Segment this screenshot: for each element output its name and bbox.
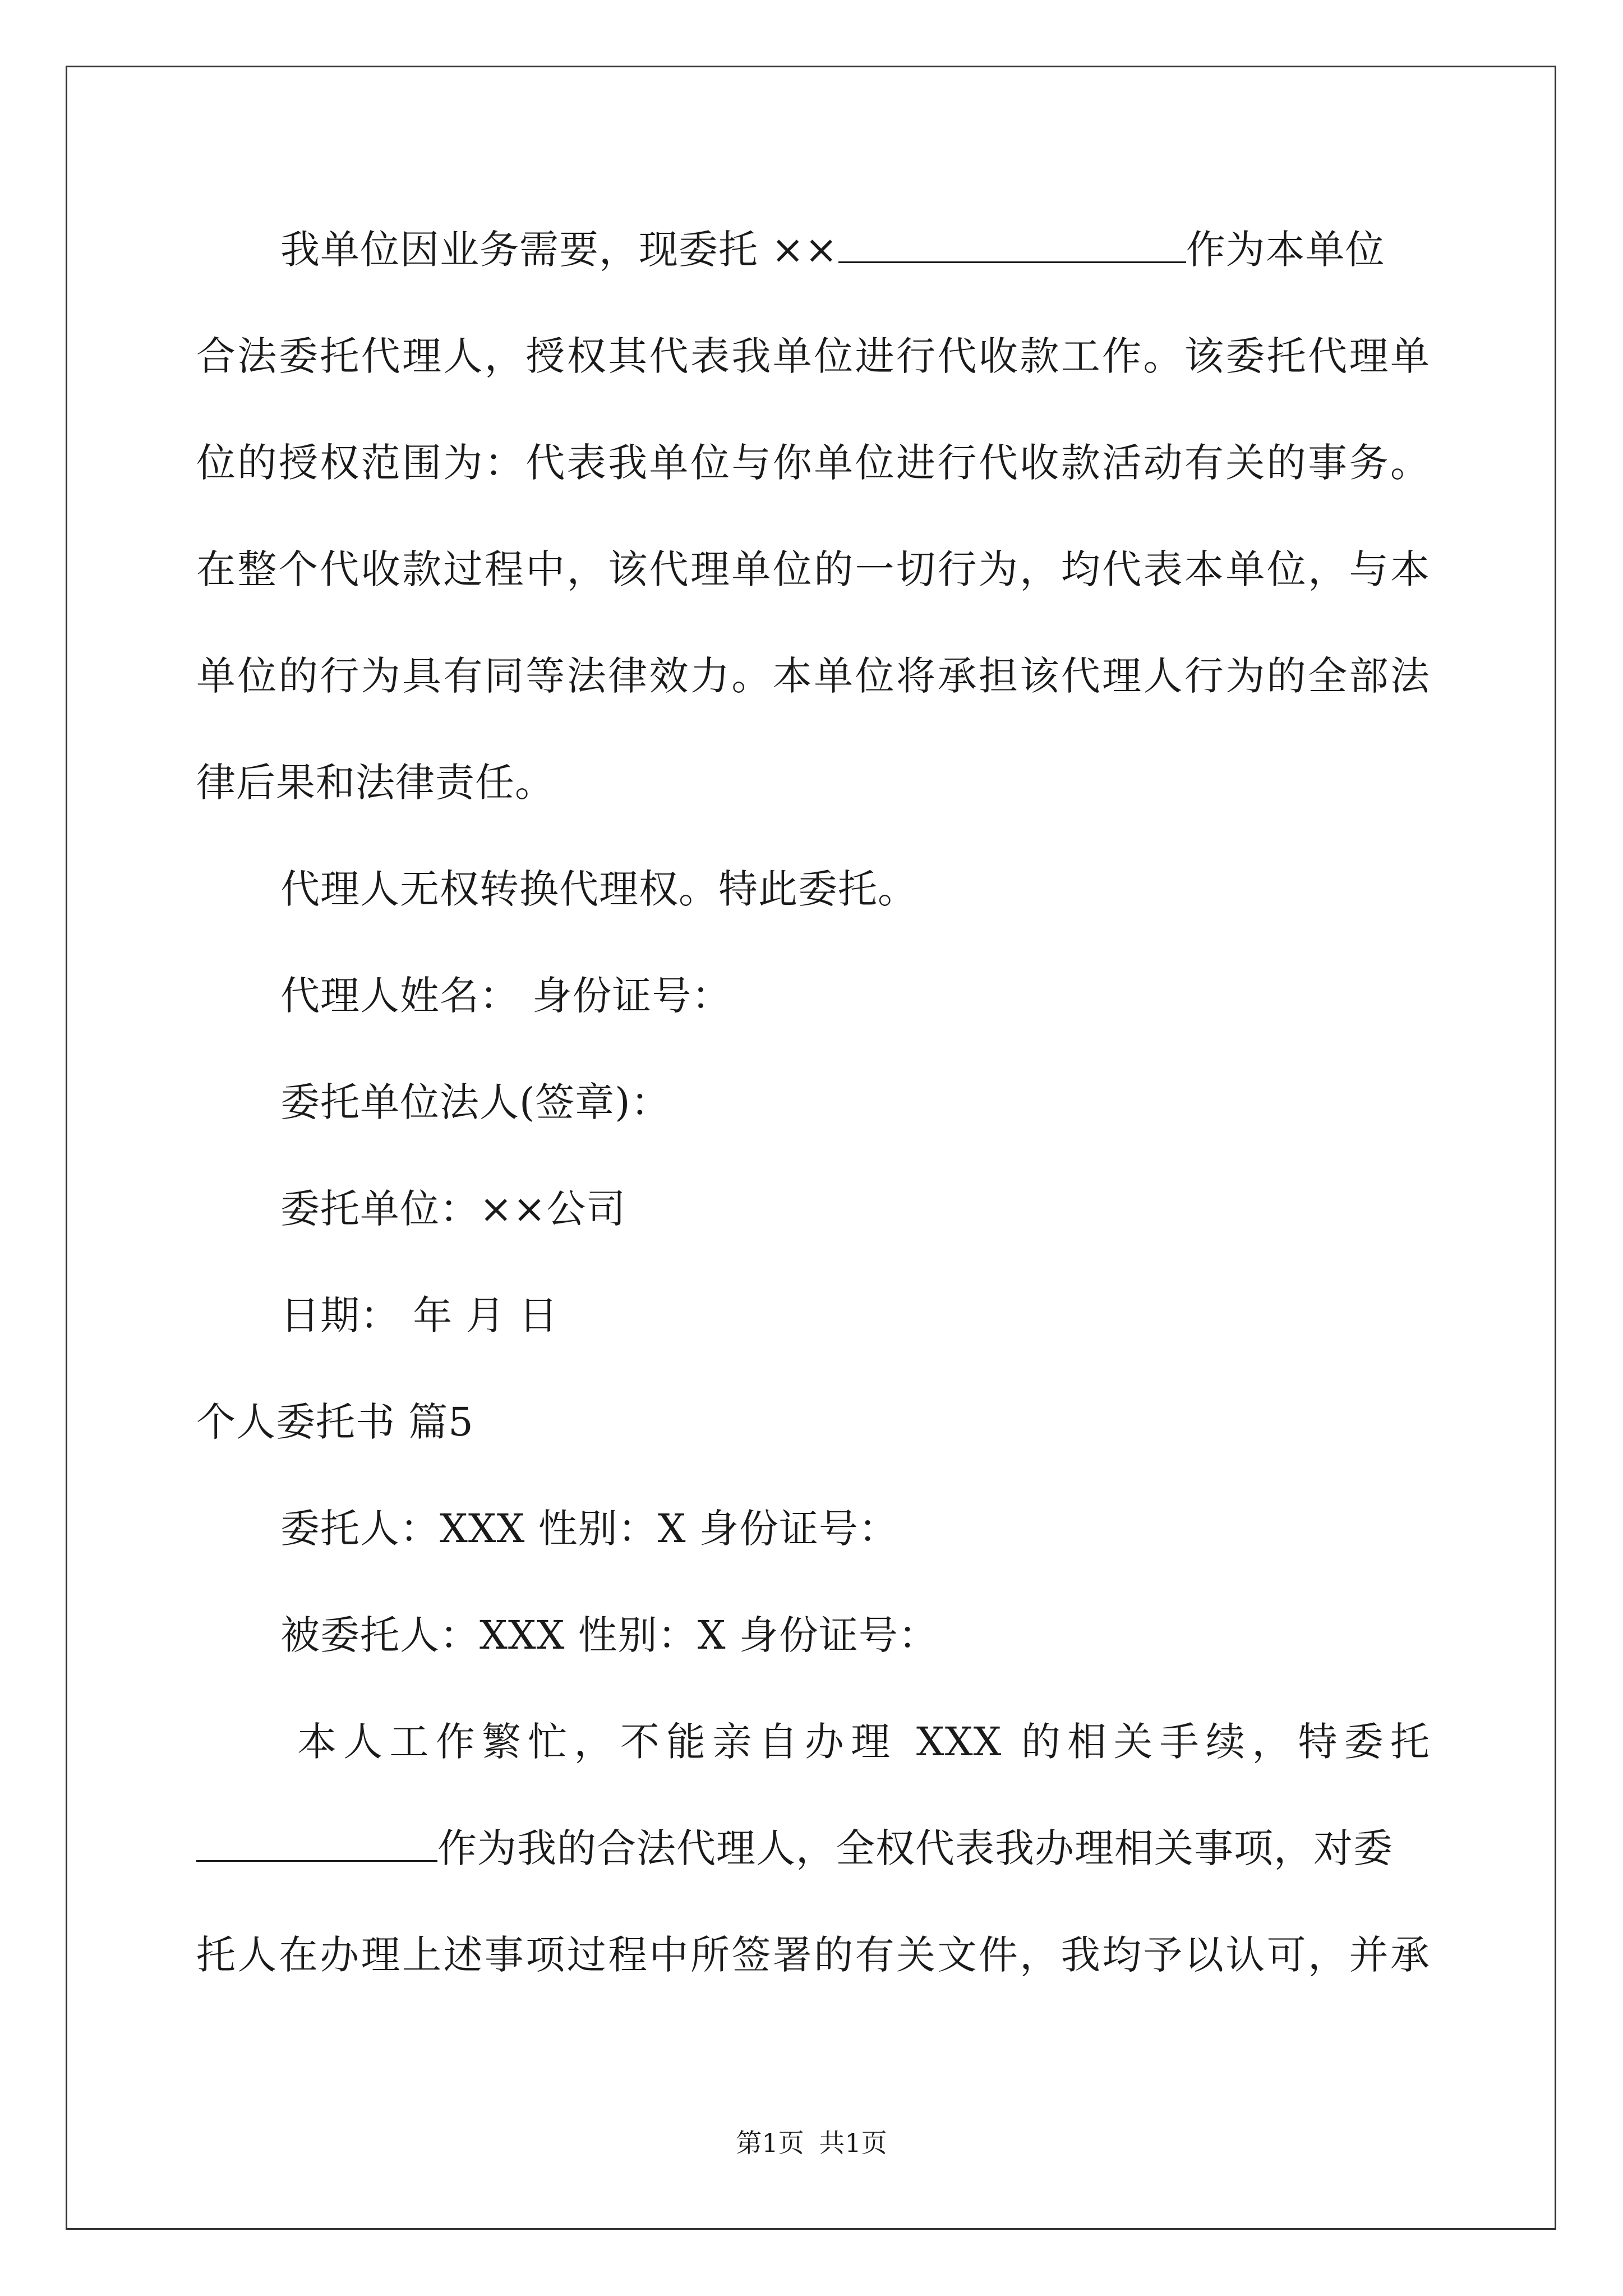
agent-blank-field — [838, 222, 1186, 263]
para2-line3: 托人在办理上述事项过程中所签署的有关文件，我均予以认可，并承 — [196, 1932, 1430, 1978]
proxy-blank-field — [196, 1821, 437, 1862]
para1-line1 — [280, 222, 1514, 278]
date-line: 日期： 年 月 日 — [280, 1292, 559, 1338]
page-total: 共1页 — [819, 2128, 887, 2158]
principal-line: 委托人：XXX 性别：X 身份证号： — [280, 1506, 898, 1552]
section-heading: 个人委托书 篇5 — [196, 1399, 474, 1445]
legal-rep-signature-line: 委托单位法人(签章)： — [280, 1079, 671, 1125]
para1-line4: 在整个代收款过程中，该代理单位的一切行为，均代表本单位，与本 — [196, 546, 1430, 592]
page-number: 第1页 — [736, 2128, 804, 2158]
para1-line5: 单位的行为具有同等法律效力。本单位将承担该代理人行为的全部法 — [196, 653, 1430, 699]
page-border — [66, 66, 1556, 2230]
page-footer — [0, 2126, 1623, 2160]
para1-line6: 律后果和法律责任。 — [196, 760, 555, 806]
agent-line: 被委托人：XXX 性别：X 身份证号： — [280, 1612, 938, 1658]
entrusting-unit-line: 委托单位：××公司 — [280, 1186, 626, 1232]
agent-name-line: 代理人姓名： 身份证号： — [280, 973, 732, 1019]
para1-line2: 合法委托代理人，授权其代表我单位进行代收款工作。该委托代理单 — [196, 333, 1430, 379]
para2-line1: 本人工作繁忙，不能亲自办理 XXX 的相关手续，特委托 — [297, 1719, 1430, 1765]
para2-line2 — [196, 1820, 1430, 1876]
statement-line: 代理人无权转换代理权。特此委托。 — [280, 866, 917, 912]
para2-line2-text: 作为我的合法代理人，全权代表我办理相关事项，对委 — [437, 1825, 1393, 1871]
para1-line1-text: 我单位因业务需要，现委托 ×× — [280, 227, 838, 273]
para1-line1-tail: 作为本单位 — [1186, 227, 1385, 273]
para1-line3: 位的授权范围为：代表我单位与你单位进行代收款活动有关的事务。 — [196, 440, 1430, 486]
